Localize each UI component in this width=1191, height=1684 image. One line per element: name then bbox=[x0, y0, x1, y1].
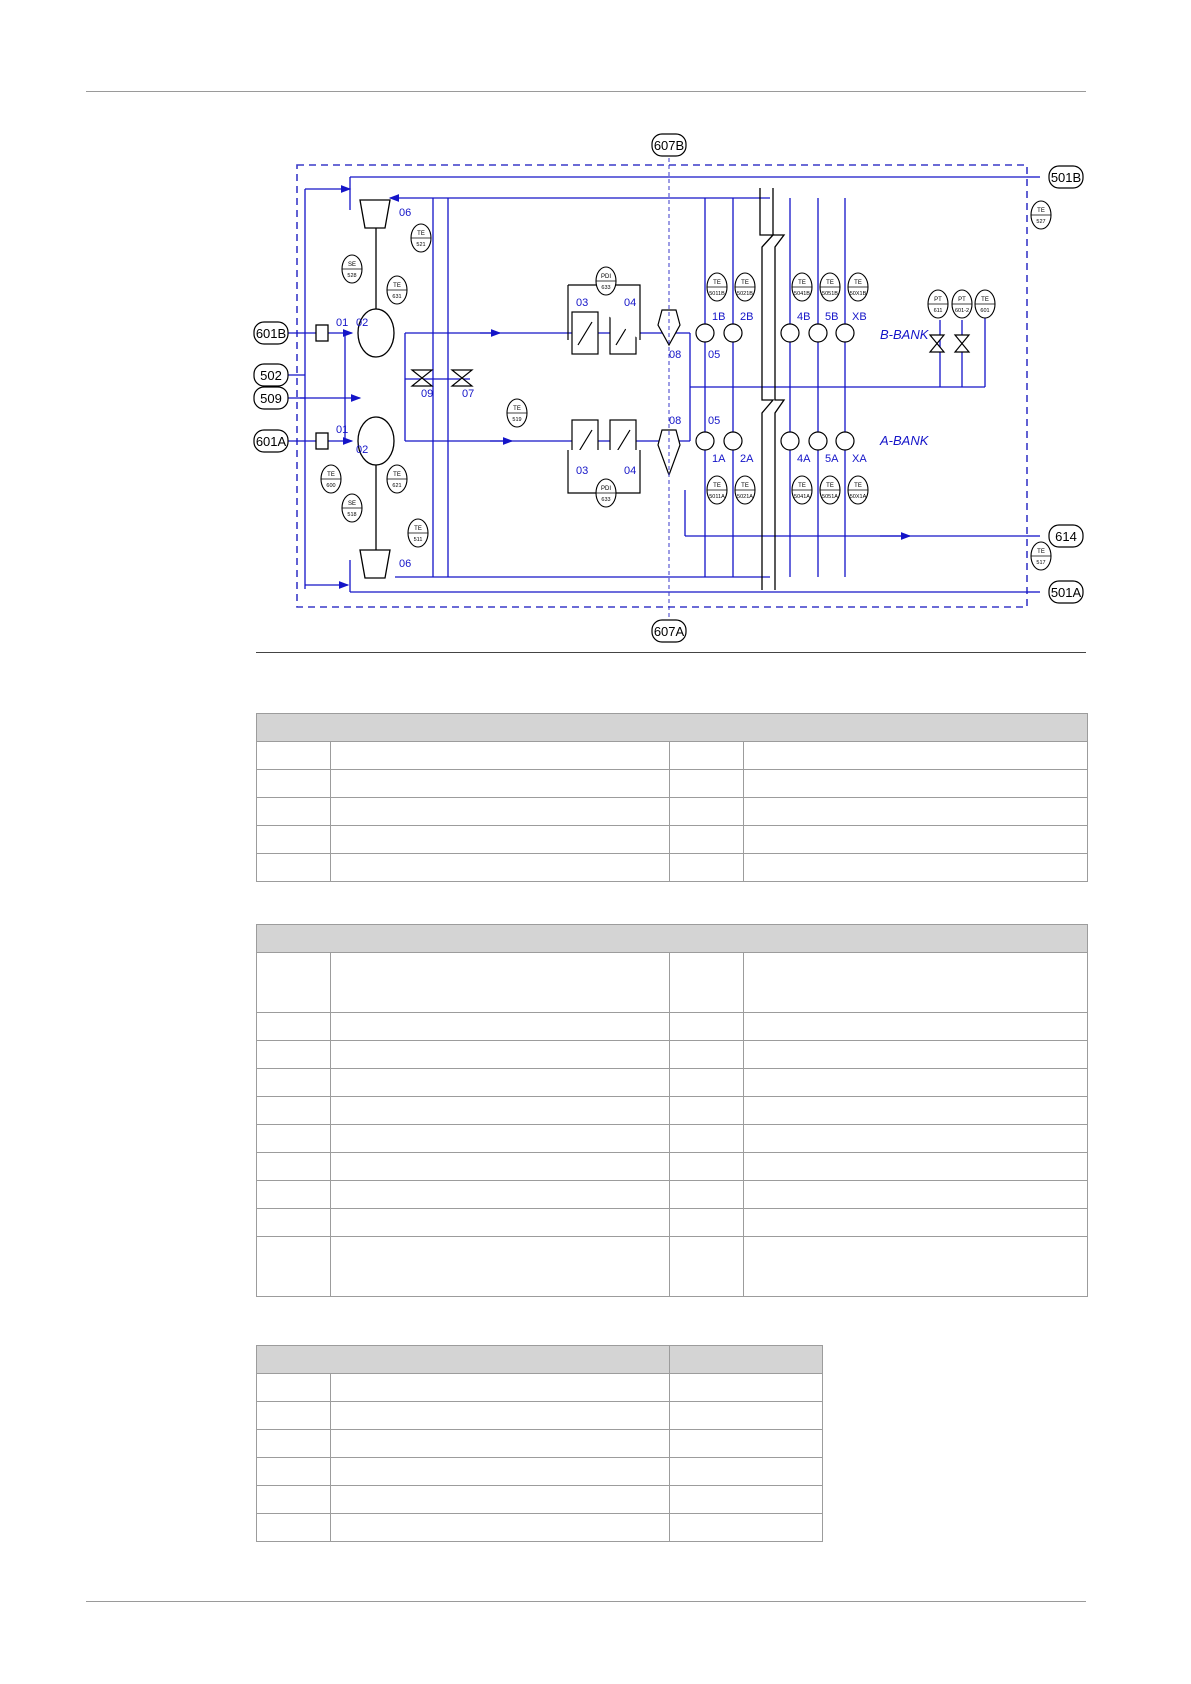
instrument-te601 bbox=[975, 290, 995, 318]
instrument-type: TE bbox=[741, 483, 749, 489]
instrument-type: TE bbox=[393, 472, 401, 478]
instrument-tag: 600 bbox=[326, 483, 336, 489]
instrument-te621 bbox=[387, 465, 407, 493]
table-row bbox=[257, 1181, 1088, 1209]
instrument-tag: 601 bbox=[980, 308, 990, 314]
connection-c607B bbox=[652, 134, 686, 156]
instrument-te631 bbox=[387, 276, 407, 304]
instrument-type: PDI bbox=[600, 274, 612, 280]
instrument-te517 bbox=[1031, 542, 1051, 570]
label-l02_bot: 02 bbox=[356, 444, 369, 456]
instrument-tag: 5051A bbox=[822, 494, 838, 500]
instrument-tag: 5051B bbox=[822, 291, 838, 297]
component-labels bbox=[336, 207, 930, 570]
instrument-type: TE bbox=[826, 280, 834, 286]
instrument-tag: 511 bbox=[413, 537, 423, 543]
label-l03_bot: 03 bbox=[576, 465, 589, 477]
instrument-type: SE bbox=[347, 262, 357, 268]
label-l05_top: 05 bbox=[708, 349, 721, 361]
connection-c501A bbox=[1049, 581, 1083, 603]
engine-crank-break-lines bbox=[760, 188, 784, 590]
instrument-se528 bbox=[342, 255, 362, 283]
label-cyl_XB: XB bbox=[852, 311, 867, 323]
instrument-type: TE bbox=[854, 280, 862, 286]
footer-rule bbox=[86, 1601, 1086, 1602]
connection-c501B bbox=[1049, 166, 1083, 188]
label-cyl_1A: 1A bbox=[712, 453, 726, 465]
label-cyl_4A: 4A bbox=[797, 453, 811, 465]
table-row bbox=[257, 1153, 1088, 1181]
instrument-tag: 517 bbox=[1036, 560, 1046, 566]
table-3 bbox=[256, 1345, 823, 1542]
instrument-tag: 519 bbox=[512, 417, 522, 423]
piping-lines bbox=[272, 165, 1040, 607]
instrument-pt601_2 bbox=[952, 290, 972, 318]
instrument-tag: 50X1B bbox=[849, 291, 867, 297]
instrument-tag: 5041B bbox=[794, 291, 810, 297]
instrument-type: PT bbox=[934, 297, 942, 303]
label-l03_top: 03 bbox=[576, 297, 589, 309]
table-row bbox=[257, 770, 1088, 798]
instrument-tag: 633 bbox=[601, 285, 611, 291]
connection-c509 bbox=[254, 387, 288, 409]
instrument-tag: 611 bbox=[933, 308, 943, 314]
label-l05_bot: 05 bbox=[708, 415, 721, 427]
instrument-type: TE bbox=[798, 483, 806, 489]
instrument-type: TE bbox=[854, 483, 862, 489]
connection-c614 bbox=[1049, 525, 1083, 547]
connection-label: 501B bbox=[1050, 170, 1082, 185]
label-l07: 07 bbox=[462, 388, 475, 400]
instrument-type: TE bbox=[826, 483, 834, 489]
instrument-te50X1B bbox=[848, 273, 868, 301]
label-b_bank: B-BANK bbox=[880, 327, 929, 342]
table-2 bbox=[256, 924, 1088, 1297]
table-2-header bbox=[257, 925, 1088, 953]
instrument-te5021B bbox=[735, 273, 755, 301]
instrument-type: TE bbox=[414, 526, 422, 532]
instrument-te5011B bbox=[707, 273, 727, 301]
table-3-header-left bbox=[257, 1346, 670, 1374]
instrument-type: TE bbox=[327, 472, 335, 478]
instrument-tag: 50X1A bbox=[849, 494, 867, 500]
table-row bbox=[257, 1125, 1088, 1153]
table-1 bbox=[256, 713, 1088, 882]
connection-c502 bbox=[254, 364, 288, 386]
table-row bbox=[257, 1237, 1088, 1297]
label-l08_bot: 08 bbox=[669, 415, 682, 427]
label-cyl_2B: 2B bbox=[740, 311, 754, 323]
table-row bbox=[257, 854, 1088, 882]
label-l04_bot: 04 bbox=[624, 465, 637, 477]
instrument-te5021A bbox=[735, 476, 755, 504]
instrument-type: TE bbox=[513, 406, 521, 412]
instrument-te600 bbox=[321, 465, 341, 493]
instrument-te5041B bbox=[792, 273, 812, 301]
label-l08_top: 08 bbox=[669, 349, 682, 361]
instrument-pdi633_bot bbox=[596, 479, 616, 507]
label-cyl_5A: 5A bbox=[825, 453, 839, 465]
instrument-type: TE bbox=[1037, 549, 1045, 555]
connection-c607A bbox=[652, 620, 686, 642]
instrument-tag: 633 bbox=[601, 497, 611, 503]
instrument-tag: 518 bbox=[347, 512, 357, 518]
table-3-header-right bbox=[670, 1346, 823, 1374]
table-row bbox=[257, 953, 1088, 1013]
table-row bbox=[257, 1430, 823, 1458]
table-row bbox=[257, 1458, 823, 1486]
instrument-type: SE bbox=[347, 501, 357, 507]
instrument-te521 bbox=[411, 224, 431, 252]
connection-c601A_left bbox=[254, 430, 288, 452]
table-row bbox=[257, 1013, 1088, 1041]
instrument-type: TE bbox=[713, 280, 721, 286]
instrument-tag: 521 bbox=[416, 242, 426, 248]
table-row bbox=[257, 1209, 1088, 1237]
instrument-type: TE bbox=[393, 283, 401, 289]
label-l09: 09 bbox=[421, 388, 434, 400]
instrument-te519 bbox=[507, 399, 527, 427]
connection-label: 502 bbox=[260, 368, 282, 383]
label-cyl_4B: 4B bbox=[797, 311, 811, 323]
connection-label: 601A bbox=[255, 434, 287, 449]
label-cyl_XA: XA bbox=[852, 453, 867, 465]
instrument-te50X1A bbox=[848, 476, 868, 504]
instrument-tag: 5041A bbox=[794, 494, 810, 500]
instrument-tag: 601-2 bbox=[954, 308, 970, 314]
charge-air-system-diagram bbox=[0, 0, 1191, 660]
label-l01_top: 01 bbox=[336, 317, 349, 329]
system-boundary-frame bbox=[297, 165, 1027, 607]
instrument-type: TE bbox=[713, 483, 721, 489]
instrument-tag: 528 bbox=[347, 273, 357, 279]
table-row bbox=[257, 1069, 1088, 1097]
instrument-tag: 527 bbox=[1036, 219, 1046, 225]
instrument-type: TE bbox=[417, 231, 425, 237]
connection-label: 501A bbox=[1050, 585, 1082, 600]
instrument-type: TE bbox=[981, 297, 989, 303]
instrument-tag: 621 bbox=[392, 483, 402, 489]
connection-label: 509 bbox=[260, 391, 282, 406]
table-row bbox=[257, 1374, 823, 1402]
instrument-tag: 5011A bbox=[709, 494, 725, 500]
charge-air-coolers bbox=[568, 285, 680, 493]
label-cyl_5B: 5B bbox=[825, 311, 839, 323]
instrument-type: TE bbox=[798, 280, 806, 286]
instrument-pt611 bbox=[928, 290, 948, 318]
instrument-te511 bbox=[408, 519, 428, 547]
table-1-header bbox=[257, 714, 1088, 742]
connection-label: 607A bbox=[653, 624, 685, 639]
label-cyl_2A: 2A bbox=[740, 453, 754, 465]
instrument-type: PT bbox=[958, 297, 966, 303]
instrument-type: PDI bbox=[600, 486, 612, 492]
instrument-type: TE bbox=[1037, 208, 1045, 214]
connection-label: 607B bbox=[653, 138, 685, 153]
table-row bbox=[257, 1041, 1088, 1069]
connection-label: 601B bbox=[255, 326, 287, 341]
table-row bbox=[257, 1402, 823, 1430]
instrument-te5051A bbox=[820, 476, 840, 504]
label-l04_top: 04 bbox=[624, 297, 637, 309]
table-row bbox=[257, 742, 1088, 770]
table-row bbox=[257, 798, 1088, 826]
label-l06_top: 06 bbox=[399, 207, 412, 219]
label-l02_top: 02 bbox=[356, 317, 369, 329]
instrument-tag: 5021B bbox=[737, 291, 753, 297]
instrument-te5041A bbox=[792, 476, 812, 504]
instrument-tag: 631 bbox=[392, 294, 402, 300]
table-row bbox=[257, 1514, 823, 1542]
table-row bbox=[257, 1486, 823, 1514]
connection-label: 614 bbox=[1055, 529, 1077, 544]
instrument-type: TE bbox=[741, 280, 749, 286]
instrument-pdi633_top bbox=[596, 267, 616, 295]
instrument-tag: 5021A bbox=[737, 494, 753, 500]
table-row bbox=[257, 1097, 1088, 1125]
instrument-tag: 5011B bbox=[709, 291, 725, 297]
label-a_bank: A-BANK bbox=[880, 433, 929, 448]
label-l06_bot: 06 bbox=[399, 558, 412, 570]
instrument-te5051B bbox=[820, 273, 840, 301]
label-cyl_1B: 1B bbox=[712, 311, 726, 323]
instrument-se518 bbox=[342, 494, 362, 522]
table-row bbox=[257, 826, 1088, 854]
instrument-te527 bbox=[1031, 201, 1051, 229]
instrument-te5011A bbox=[707, 476, 727, 504]
connection-c601B_left bbox=[254, 322, 288, 344]
label-l01_bot: 01 bbox=[336, 424, 349, 436]
